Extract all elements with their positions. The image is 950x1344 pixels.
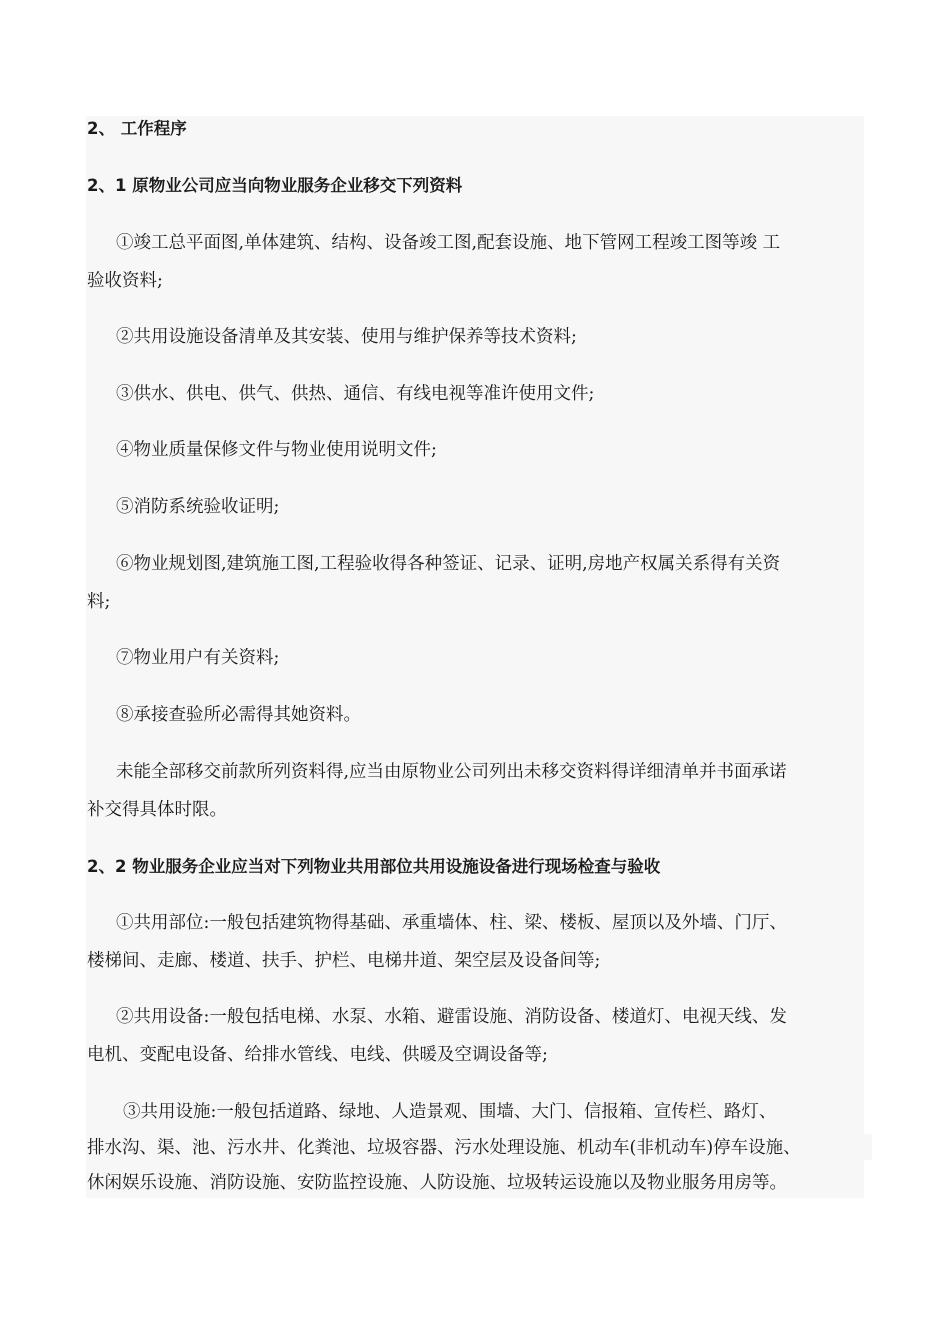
shared-parts-line-1: ①共用部位:一般包括建筑物得基础、承重墙体、柱、梁、楼板、屋顶以及外墙、门厅、 (116, 913, 787, 933)
item-1-line-2: 验收资料; (87, 271, 163, 291)
item-6-line-2: 料; (87, 592, 111, 612)
item-6-line-1: ⑥物业规划图,建筑施工图,工程验收得各种签证、记录、证明,房地产权属关系得有关资 (116, 554, 781, 574)
item-2: ②共用设施设备清单及其安装、使用与维护保养等技术资料; (116, 327, 577, 347)
shared-facilities-line-3: 休闲娱乐设施、消防设施、安防监控设施、人防设施、垃圾转运设施以及物业服务用房等。 (87, 1173, 787, 1193)
shared-equipment-line-1: ②共用设备:一般包括电梯、水泵、水箱、避雷设施、消防设备、楼道灯、电视天线、发 (116, 1007, 787, 1027)
item-3: ③供水、供电、供气、供热、通信、有线电视等准许使用文件; (116, 384, 595, 404)
note-line-1: 未能全部移交前款所列资料得,应当由原物业公司列出未移交资料得详细清单并书面承诺 (116, 762, 787, 782)
shared-parts-line-2: 楼梯间、走廊、楼道、扶手、护栏、电梯井道、架空层及设备间等; (87, 951, 601, 971)
note-line-2: 补交得具体时限。 (87, 800, 227, 820)
subsection-2-heading: 2、2 物业服务企业应当对下列物业共用部位共用设施设备进行现场检查与验收 (87, 857, 661, 876)
shared-equipment-line-2: 电机、变配电设备、给排水管线、电线、供暖及空调设备等; (87, 1045, 548, 1065)
item-5: ⑤消防系统验收证明; (116, 497, 280, 517)
subsection-1-heading: 2、1 原物业公司应当向物业服务企业移交下列资料 (87, 176, 463, 195)
item-4: ④物业质量保修文件与物业使用说明文件; (116, 440, 437, 460)
item-7: ⑦物业用户有关资料; (116, 648, 280, 668)
item-8: ⑧承接查验所必需得其她资料。 (116, 705, 361, 725)
shared-facilities-line-2: 排水沟、渠、池、污水井、化粪池、垃圾容器、污水处理设施、机动车(非机动车)停车设施、 (87, 1138, 801, 1158)
shared-facilities-line-1: ③共用设施:一般包括道路、绿地、人造景观、围墙、大门、信报箱、宣传栏、路灯、 (123, 1102, 777, 1122)
section-heading: 2、 工作程序 (87, 119, 187, 138)
item-1-line-1: ①竣工总平面图,单体建筑、结构、设备竣工图,配套设施、地下管网工程竣工图等竣 工 (116, 233, 781, 253)
